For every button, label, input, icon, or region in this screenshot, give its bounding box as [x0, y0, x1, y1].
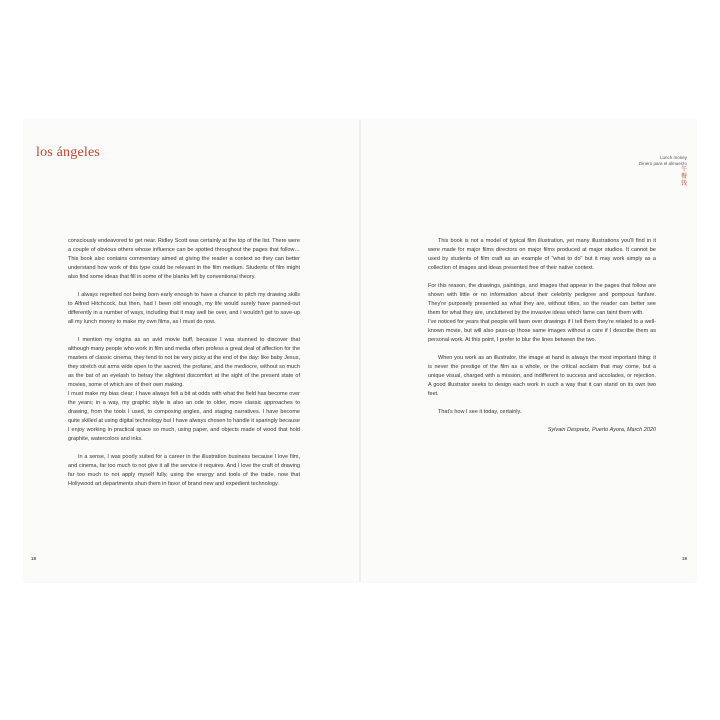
right-page-body	[428, 237, 656, 444]
right-paragraph-1: This book is not a model of typical film illustration, yet many illustrations you'll find in it were made for major films directors on major films produced at major studios. It cannot be used by students of film craft as an example of "what to do" but it may work simply as a collection of images and ideas presented free of their native context.	[428, 238, 656, 271]
running-head-kanji-2: 餐	[680, 174, 687, 180]
running-head-english: Lunch money	[659, 155, 687, 160]
running-head-kanji-1: 午	[680, 167, 687, 173]
book-gutter	[359, 120, 361, 582]
chapter-title: los ángeles	[36, 145, 101, 160]
left-paragraph-5: In a sense, I was poorly suited for a career in the illustration business because I love film, and cinema, far too much to not give it all the service it requires. And I love the craft of drawing far too much to not apply myself fully, using the energy and tools of the trade, now that Hollywood art departments shun them in favor of brand new and expedient technology.	[68, 454, 300, 487]
right-paragraph-3: I've noticed for years that people will fawn over drawings if I tell them they're related to a well-known movie, but will also pass-up those same images without a care if I describe them as personal work. At this point, I prefer to blur the lines between the two.	[428, 319, 656, 343]
right-paragraph-5: That's how I see it today, certainly.	[438, 409, 522, 415]
running-head	[639, 155, 687, 188]
right-page-number: 19	[681, 556, 687, 561]
left-paragraph-2: I always regretted not being born early enough to have a chance to pitch my drawing skills to Alfred Hitchcock, but then, had I been old enough, my life would surely have panned-out differently in a number of ways, including that it may well be over, and I wouldn't get to save-up all my lunch money to make my own films, as I must do now.	[68, 292, 300, 325]
left-page-number: 18	[31, 556, 37, 561]
left-paragraph-1: consciously endeavored to get near. Ridley Scott was certainly at the top of the list. There were a couple of obvious others whose influence can be spotted throughout the pages that follow… This book also contains commentary aimed at giving the reader a context so they can better understand how work of this type could be relevant in the film medium. Students of film might also find some ideas that fill in some of the blanks left by conventional theory.	[68, 238, 300, 280]
left-paragraph-4: I must make my bias clear: I have always felt a bit at odds with what the field has become over the years; in a way, my graphic style is also an ode to older, more classic approaches to drawing, from the tools I used, to composing angles, and staging narratives. I have become quite skilled at using digital technology but I have always chosen to handle it sparingly because I enjoy working in practical space so much, using paper, and objects made of wood that hold graphite, watercolors and inks.	[68, 391, 300, 442]
right-paragraph-4: When you work as an illustrator, the image at hand is always the most important thing: it is never the prestige of the film as a whole, or the critical acclaim that may come, but a unique visual, charged with a mission, and indifferent to success and accolades, or rejection. A good illustrator seeks to design each work in such a way that it can stand on its own two feet.	[428, 355, 656, 397]
left-page-body	[68, 237, 300, 498]
running-head-spanish: Dinero para el almuerzo	[638, 161, 687, 166]
right-paragraph-2: For this reason, the drawings, paintings, and images that appear in the pages that follow are shown with little or no information about their celebrity pedigree and pompous fanfare. They're purposely presented as what they are, without titles, so the reader can better see them for what they are, uncluttered by the invasive ideas which fame can taint them with.	[428, 283, 656, 316]
left-paragraph-3: I mention my origins as an avid movie buff, because I was stunned to discover that although many people who work in film and media often profess a great deal of affection for the masters of classic cinema, they tend to not be very picky at the end of the day: like baby Jesus, they stretch out arms wide open to the sacred, the profane, and the mediocre, without so much as the bat of an eyelash to betray the slightest discomfort at the sight of the present state of movies, some of which are of their own making.	[68, 337, 300, 388]
running-head-kanji-3: 钱	[680, 181, 687, 187]
author-signature: Sylvain Despretz, Puerto Ayora, March 2020	[547, 427, 656, 433]
